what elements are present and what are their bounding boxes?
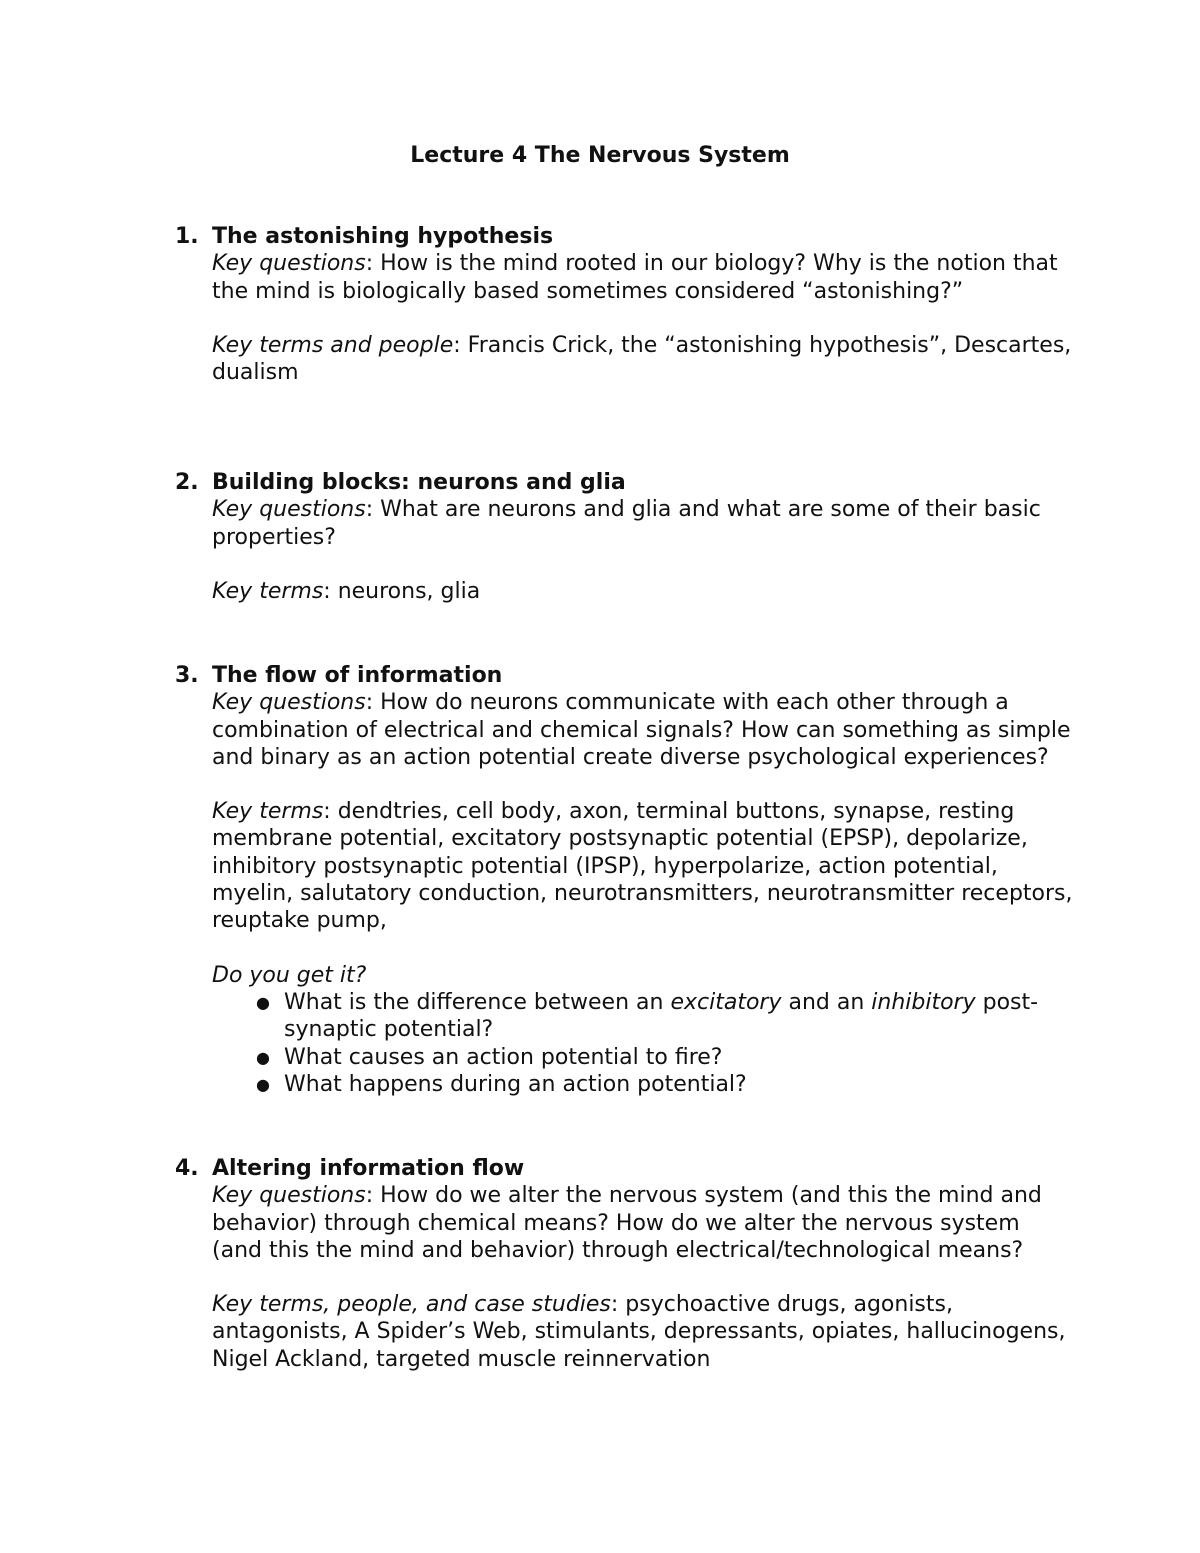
key-questions <box>212 1182 1075 1264</box>
section-heading-text: Building blocks: neurons and glia <box>212 470 626 495</box>
list-item: ● What causes an action potential to fire? <box>256 1044 723 1070</box>
section-number: 4. <box>175 1156 199 1181</box>
section-2 <box>175 469 1075 605</box>
key-questions-label: Key questions <box>212 690 366 716</box>
section-heading-text: The flow of information <box>212 663 503 688</box>
key-questions-text: : What are neurons and glia and what are some of their basic properties? <box>212 497 1041 550</box>
section-heading <box>175 662 1075 689</box>
section-number: 1. <box>175 224 199 249</box>
section-1 <box>175 223 1075 386</box>
section-3 <box>175 662 1075 1098</box>
key-terms-label: Key terms <box>212 578 324 604</box>
key-questions-text: : How do neurons communicate with each other through a combination of electrical and chemical signals? How can something as simple and binary as an action potential create diverse psychological experiences? <box>212 690 1071 770</box>
section-body <box>175 496 1075 605</box>
key-terms-label: Key terms and people <box>212 332 454 358</box>
key-terms <box>212 1291 1075 1373</box>
key-questions-label: Key questions <box>212 1183 366 1209</box>
list-item: ● What is the difference between an excitatory and an inhibitory post-synaptic potential? <box>256 989 1039 1043</box>
bullet-icon: ● <box>256 992 270 1012</box>
key-terms <box>212 332 1075 387</box>
check-understanding-label: Do you get it? <box>212 962 367 988</box>
section-body <box>175 689 1075 1098</box>
section-heading-text: Altering information flow <box>212 1156 525 1181</box>
key-questions-text: : How is the mind rooted in our biology? Why is the notion that the mind is biologically based sometimes considered “astonishing?” <box>212 251 1058 304</box>
bullet-icon: ● <box>256 1047 270 1067</box>
key-questions <box>212 496 1075 551</box>
key-terms-text: : neurons, glia <box>323 578 481 604</box>
section-number: 3. <box>175 663 199 688</box>
section-heading <box>175 469 1075 496</box>
key-terms <box>212 798 1075 934</box>
key-questions-label: Key questions <box>212 251 366 277</box>
key-questions <box>212 689 1075 771</box>
key-terms-label: Key terms <box>212 799 324 825</box>
key-terms-label: Key terms, people, and case studies <box>212 1292 611 1318</box>
section-heading-text: The astonishing hypothesis <box>212 224 554 249</box>
key-questions-label: Key questions <box>212 497 366 523</box>
key-questions-text: : How do we alter the nervous system (and this the mind and behavior) through chemical means? How do we alter the nervous system (and this the mind and behavior) through electrical/technological means? <box>212 1183 1042 1263</box>
section-heading <box>175 1155 1075 1182</box>
bullet-icon: ● <box>256 1074 270 1094</box>
section-number: 2. <box>175 470 199 495</box>
key-terms-text: : dendtries, cell body, axon, terminal buttons, synapse, resting membrane potential, excitatory postsynaptic potential (EPSP), depolarize, inhibitory postsynaptic potential (IPSP), hyperpolarize, action potential, myelin, salutatory conduction, neurotransmitters, neurotransmitter receptors, reuptake pump, <box>212 799 1073 934</box>
key-terms-text: : Francis Crick, the “astonishing hypothesis”, Descartes, dualism <box>212 332 1072 386</box>
page-title: Lecture 4 The Nervous System <box>410 143 790 168</box>
section-body <box>175 250 1075 386</box>
key-questions <box>212 250 1075 305</box>
section-body <box>175 1182 1075 1373</box>
list-item: ● What happens during an action potential? <box>256 1071 747 1097</box>
key-terms <box>212 578 1075 605</box>
key-terms-text: : psychoactive drugs, agonists, antagonists, A Spider’s Web, stimulants, depressants, opiates, hallucinogens, Nigel Ackland, targeted muscle reinnervation <box>212 1292 1066 1372</box>
section-4 <box>175 1155 1075 1373</box>
check-questions-list <box>212 989 1075 1098</box>
section-heading <box>175 223 1075 250</box>
